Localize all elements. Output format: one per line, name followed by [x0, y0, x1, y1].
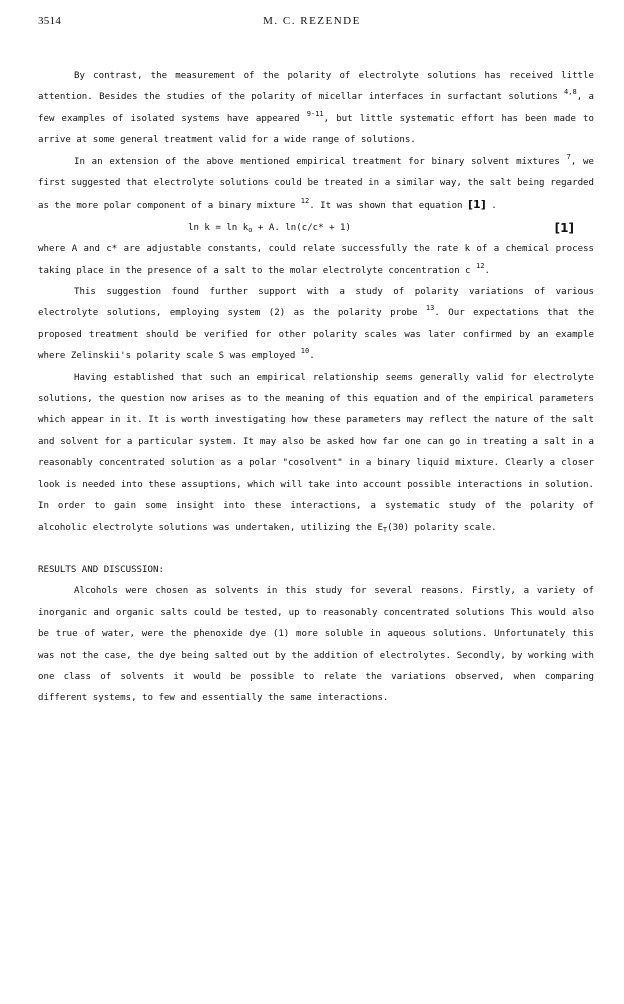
citation: 7: [566, 152, 571, 161]
text-run: (30) polarity scale.: [387, 522, 497, 533]
equation-number: [1]: [554, 220, 574, 235]
paragraph-2: [38, 152, 594, 218]
equation-subscript: o: [248, 225, 253, 234]
text-run: By contrast, the measurement of the polarity of electrolyte solutions has received little attention. Besides the studies of the polarity of micellar interfaces in surfactant solutions: [38, 71, 594, 103]
citation: 13: [425, 304, 435, 313]
text-run: , a few examples of isolated systems have appeared: [38, 92, 594, 124]
citation: 12: [476, 261, 485, 270]
subscript: T: [382, 525, 388, 534]
page-number: 3514: [38, 15, 62, 27]
text-run: , but little systematic effort has been made to arrive at some general treatment valid for a wide range of solutions.: [38, 113, 594, 146]
text-run: Having established that such an empirical relationship seems generally valid for electrolyte solutions, the question now arises as to the meaning of this equation and of the empirical parameters which appear in it. It is worth investigating how these parameters may reflect the nature of the salt and solvent for a particular system. It may also be asked how far one can go in treating a salt in a reasonably concentrated solution as a polar "cosolvent" in a binary liquid mixture. Clearly a closer look is needed into these assuptions, which will take into account possible interactions in solution. In order to gain some insight into these interactions, a systematic study of the polarity of alcoholic electrolyte solutions was undertaken, utilizing the E: [38, 372, 594, 533]
equation-lhs: ln k = ln k: [188, 222, 249, 233]
text-run: where A and c* are adjustable constants, could relate successfully the rate k of a chemical process taking place in the presence of a salt to the molar electrolyte concentration c: [38, 244, 594, 276]
citation: 9-11: [306, 109, 324, 118]
text-run: .: [485, 201, 497, 212]
equation-reference: [1]: [468, 198, 486, 212]
section-heading: RESULTS AND DISCUSSION:: [38, 564, 164, 575]
paragraph-6: Alcohols were chosen as solvents in this study for several reasons. Firstly, a variety of inorganic and organic salts could be tested, up to reasonably concentrated solutions This would also be true of water, were the phenoxide dye (1) more soluble in aqueous solutions. Unfortunately this was not the case, the dye being salted out by the addition of electrolytes. Secondly, by working with one class of solvents it would be possible to relate the variations observed, when comparing different systems, to few and essentially the same interactions.: [38, 586, 594, 704]
text-run: This suggestion found further support with a study of polarity variations of various electrolyte solutions, employing system (2) as the polarity probe: [38, 287, 594, 319]
paragraph-5: [38, 368, 594, 539]
equation-body: [188, 218, 351, 239]
text-run: , we first suggested that electrolyte solutions could be treated in a similar way, the salt being regarded as the more polar component of a binary mixture: [38, 156, 594, 212]
equation-rhs: + A. ln(c/c* + 1): [252, 222, 352, 233]
paragraph-1: [38, 66, 594, 152]
citation: 10: [300, 347, 310, 356]
text-run: . Our expectations that the proposed treatment should be verified for other polarity scales was later confirmed by an example where Zelinskii's polarity scale S was employed: [38, 308, 594, 362]
text-run: In an extension of the above mentioned empirical treatment for binary solvent mixtures: [74, 156, 567, 167]
text-run: .: [309, 351, 315, 362]
body-text: [38, 66, 594, 710]
paragraph-3: [38, 239, 594, 282]
text-run: .: [484, 265, 490, 276]
paragraph-4: [38, 282, 594, 368]
text-run: . It was shown that equation: [309, 201, 469, 212]
citation: 12: [300, 197, 310, 206]
page-header: [38, 15, 586, 31]
equation: [38, 218, 594, 239]
running-head: M. C. REZENDE: [263, 15, 361, 27]
citation: 4,8: [564, 88, 577, 97]
